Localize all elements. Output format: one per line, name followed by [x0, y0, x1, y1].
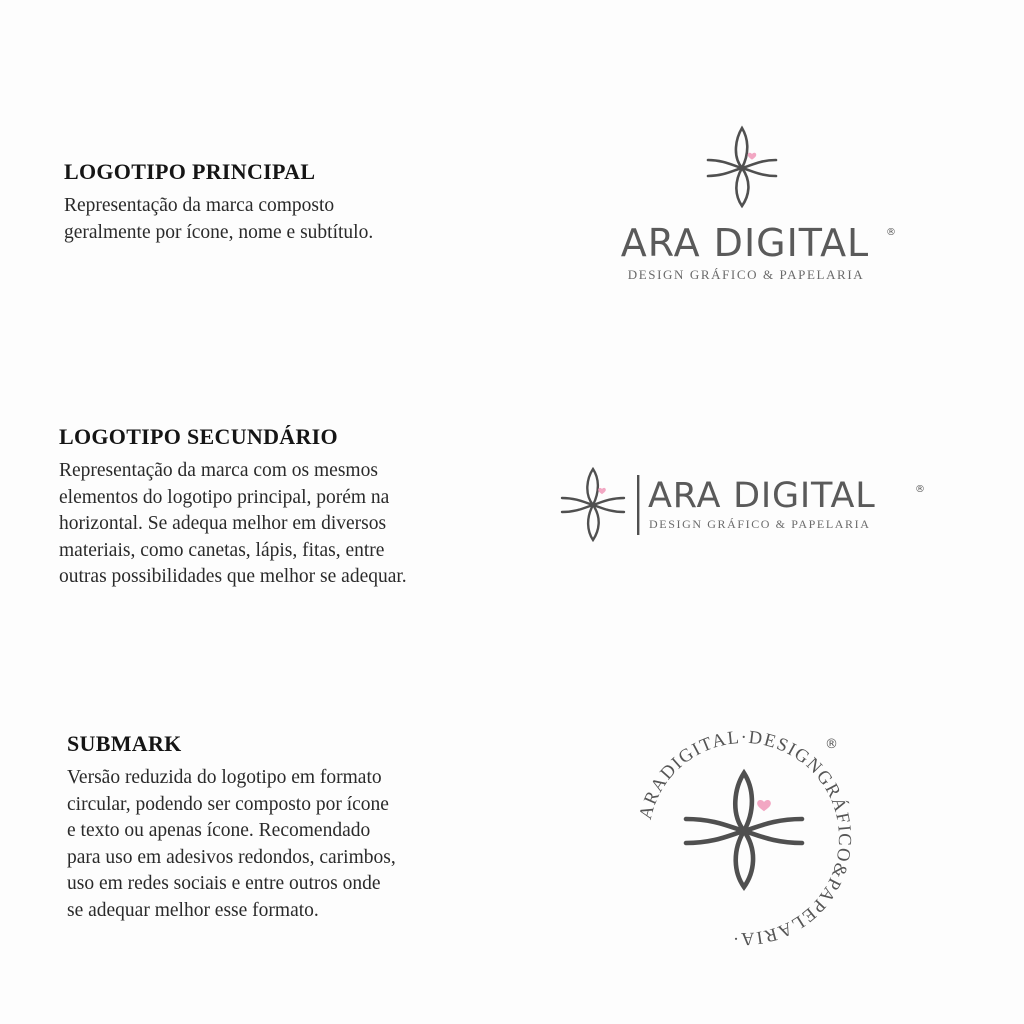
registered-mark: ®	[825, 737, 838, 752]
primary-logo	[580, 120, 910, 290]
brand-subtitle: DESIGN GRÁFICO & PAPELARIA	[627, 267, 865, 282]
ara-digital-logo-icon	[580, 120, 910, 290]
brand-name: ARA DIGITAL	[620, 221, 870, 265]
submark-circle-text	[636, 728, 854, 948]
submark-logo	[624, 718, 864, 958]
brand-name: ARA DIGITAL	[648, 476, 876, 516]
section-logotipo-principal	[64, 159, 524, 246]
circular-submark-icon	[624, 718, 864, 958]
section-title: SUBMARK	[67, 731, 182, 756]
section-submark	[67, 731, 527, 924]
ara-digital-horizontal-logo-icon	[555, 462, 935, 548]
section-title: LOGOTIPO PRINCIPAL	[64, 159, 316, 184]
registered-mark: ®	[915, 484, 925, 495]
section-description: Representação da marca com os mesmos elementos do logotipo principal, porém na horizontal. Se adequa melhor em diversos materiais, como canetas, lápis, fitas, entre outras possibilidades que melhor se adequar.	[59, 460, 407, 587]
brand-subtitle: DESIGN GRÁFICO & PAPELARIA	[649, 517, 871, 531]
secondary-logo	[555, 462, 935, 548]
circle-text-path: ARADIGITAL·DESIGNGRÁFICO&PAPELARIA·	[635, 727, 855, 949]
section-title: LOGOTIPO SECUNDÁRIO	[59, 424, 338, 449]
section-description: Versão reduzida do logotipo em formato circular, podendo ser composto por ícone e texto ou apenas ícone. Recomendado para uso em adesivos redondos, carimbos, uso em redes sociais e entre outros onde se adequar melhor esse formato.	[67, 767, 396, 921]
section-logotipo-secundario	[59, 424, 529, 591]
section-description: Representação da marca composto geralmente por ícone, nome e subtítulo.	[64, 195, 374, 243]
registered-mark: ®	[886, 227, 896, 238]
